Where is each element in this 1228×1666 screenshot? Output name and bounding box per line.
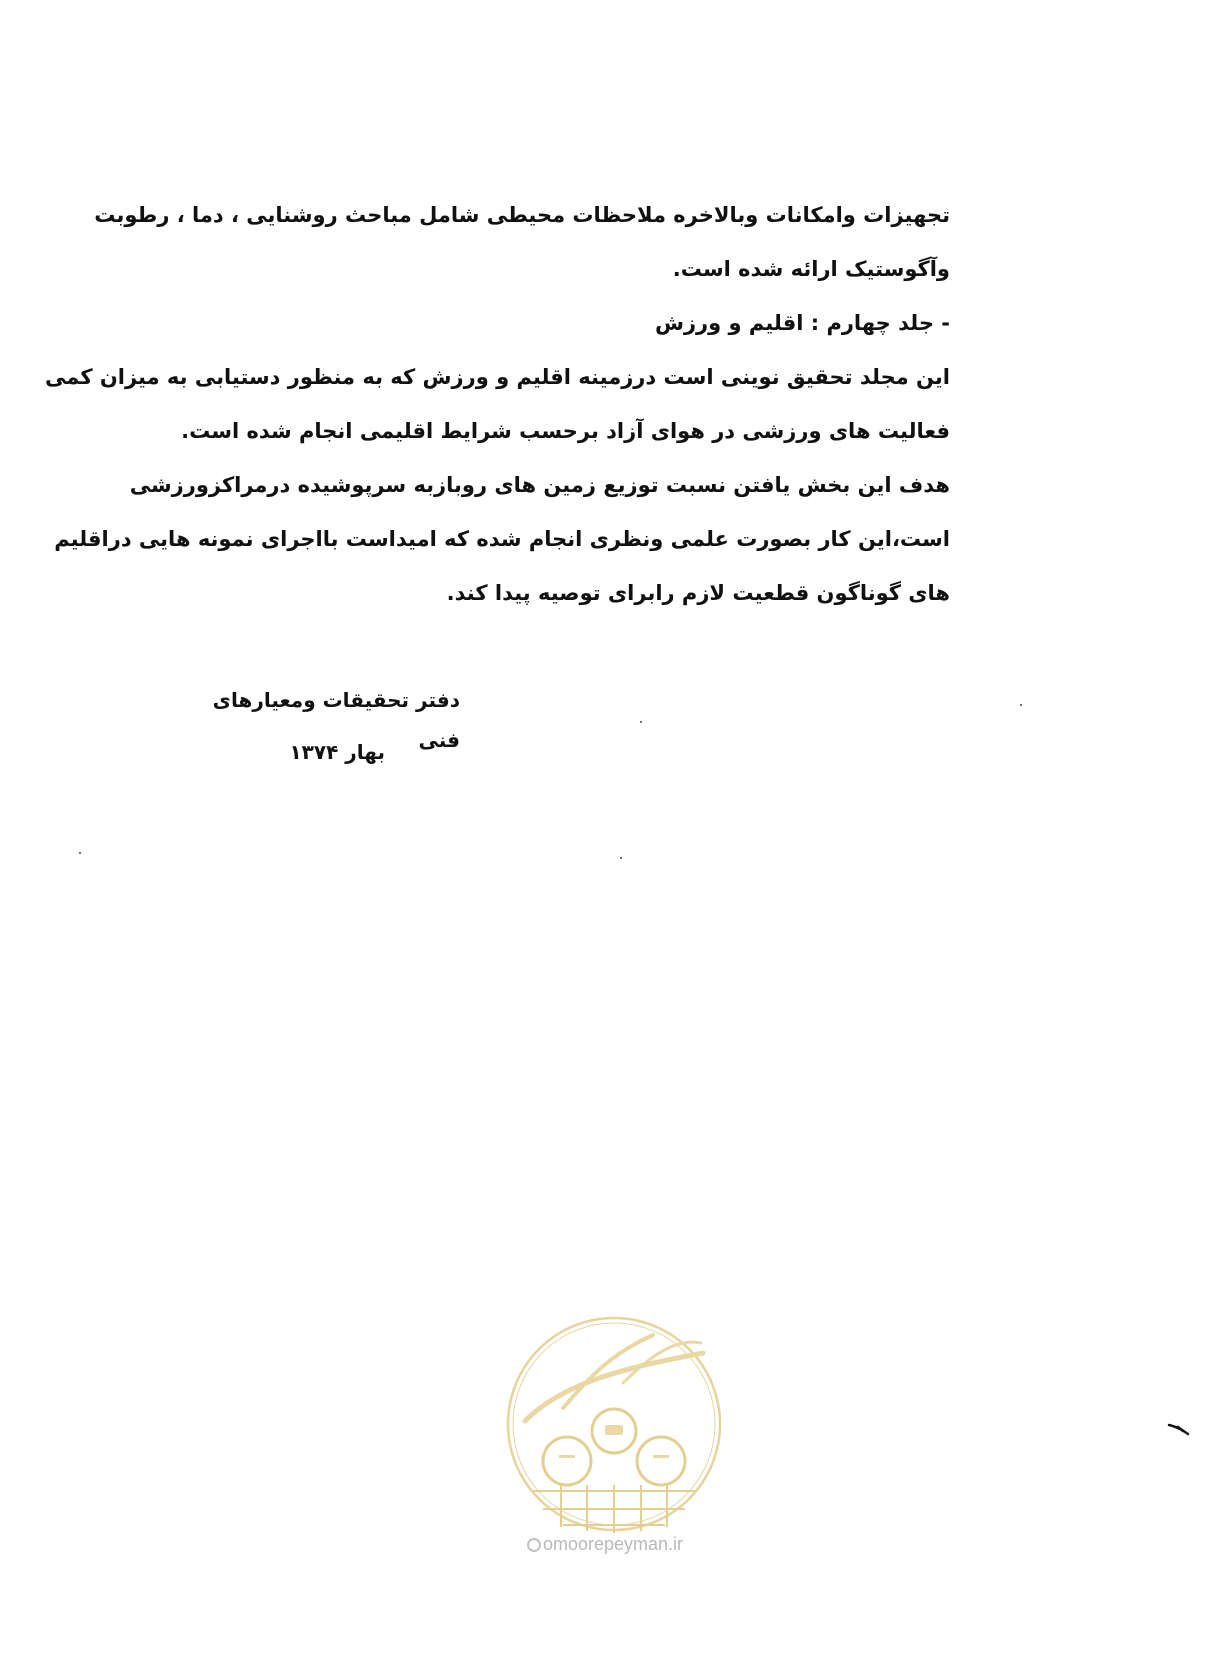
scan-speck (620, 857, 622, 859)
signature-office: دفتر تحقیقات ومعیارهای فنی (212, 688, 460, 752)
body-line-2: وآگوستیک ارائه شده است. (672, 257, 950, 281)
body-line-4: این مجلد تحقیق نوینی است درزمینه اقلیم و ورزش که به منظور دستیابی به میزان کمی (45, 365, 950, 389)
body-line-7: است،این کار بصورت علمی ونظری انجام شده که امیداست بااجرای نمونه هایی دراقلیم (54, 527, 950, 551)
globe-icon (527, 1538, 541, 1552)
watermark-url-text: omoorepeyman.ir (542, 1534, 684, 1554)
ink-mark-icon (1168, 1422, 1190, 1436)
body-line-6: هدف این بخش یافتن نسبت توزیع زمین های روبازبه سرپوشیده درمراکزورزشی (129, 473, 950, 497)
body-line-1: تجهیزات وامکانات وبالاخره ملاحظات محیطی شامل مباحث روشنایی ، دما ، رطوبت (94, 203, 950, 227)
signature-block (180, 680, 460, 772)
volume-heading: - جلد چهارم : اقلیم و ورزش (654, 311, 950, 335)
scan-speck (79, 852, 81, 854)
watermark-url (505, 1534, 705, 1555)
omoorepeyman-logo-seal-icon (503, 1313, 725, 1535)
scan-speck (1020, 704, 1022, 706)
signature-date: بهار ۱۳۷۴ (289, 740, 385, 764)
body-line-5: فعالیت های ورزشی در هوای آزاد برحسب شرایط اقلیمی انجام شده است. (181, 419, 950, 443)
document-body (45, 192, 950, 624)
body-line-8: های گوناگون قطعیت لازم رابرای توصیه پیدا کند. (446, 581, 950, 605)
scan-speck (640, 721, 642, 723)
